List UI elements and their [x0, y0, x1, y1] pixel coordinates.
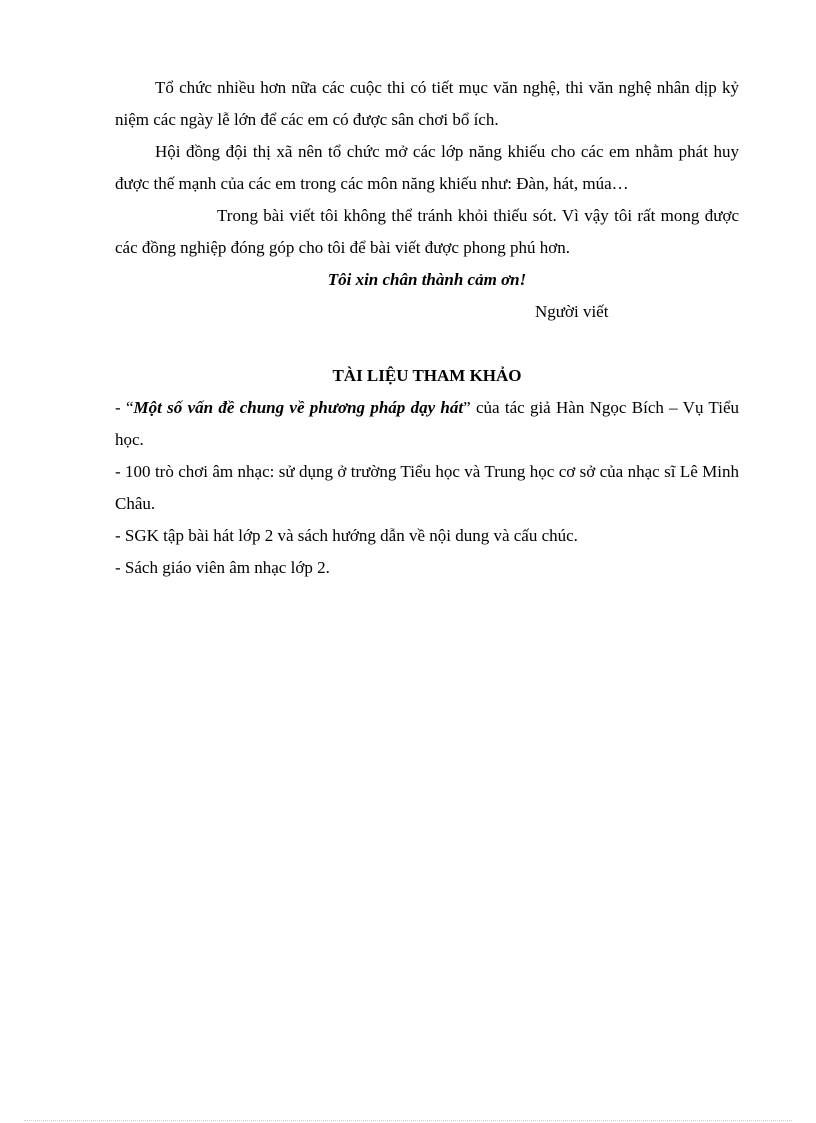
- page-bottom-divider: [24, 1120, 792, 1121]
- reference-prefix: - “: [115, 398, 134, 417]
- paragraph-talent-classes: Hội đồng đội thị xã nên tổ chức mở các lớp năng khiếu cho các em nhằm phát huy được thế mạnh của các em trong các môn năng khiếu như: Đàn, hát, múa…: [115, 142, 739, 193]
- author-signature: Người viết: [535, 302, 609, 321]
- reference-book-title: Một số vấn đề chung về phương pháp dạy hát: [133, 398, 464, 417]
- document-page: [115, 72, 739, 584]
- reference-item: - Sách giáo viên âm nhạc lớp 2.: [115, 558, 330, 577]
- reference-item: - 100 trò chơi âm nhạc: sử dụng ở trường Tiểu học và Trung học cơ sở của nhạc sĩ Lê Minh Châu.: [115, 462, 739, 513]
- reference-suffix: ” của tác giả Hàn Ngọc Bích – Vụ Tiểu học.: [115, 398, 739, 449]
- reference-item: - SGK tập bài hát lớp 2 và sách hướng dẫn về nội dung và cấu chúc.: [115, 526, 578, 545]
- paragraph-contests: Tổ chức nhiều hơn nữa các cuộc thi có tiết mục văn nghệ, thi văn nghệ nhân dịp kỷ niệm các ngày lễ lớn để các em có được sân chơi bổ ích.: [115, 78, 739, 129]
- references-heading: TÀI LIỆU THAM KHẢO: [332, 366, 522, 385]
- reference-item: [115, 392, 739, 456]
- paragraph-closing-note: Trong bài viết tôi không thể tránh khỏi thiếu sót. Vì vậy tôi rất mong được các đồng nghiệp đóng góp cho tôi để bài viết được phong phú hơn.: [115, 206, 739, 257]
- thanks-line: Tôi xin chân thành cảm ơn!: [327, 270, 527, 289]
